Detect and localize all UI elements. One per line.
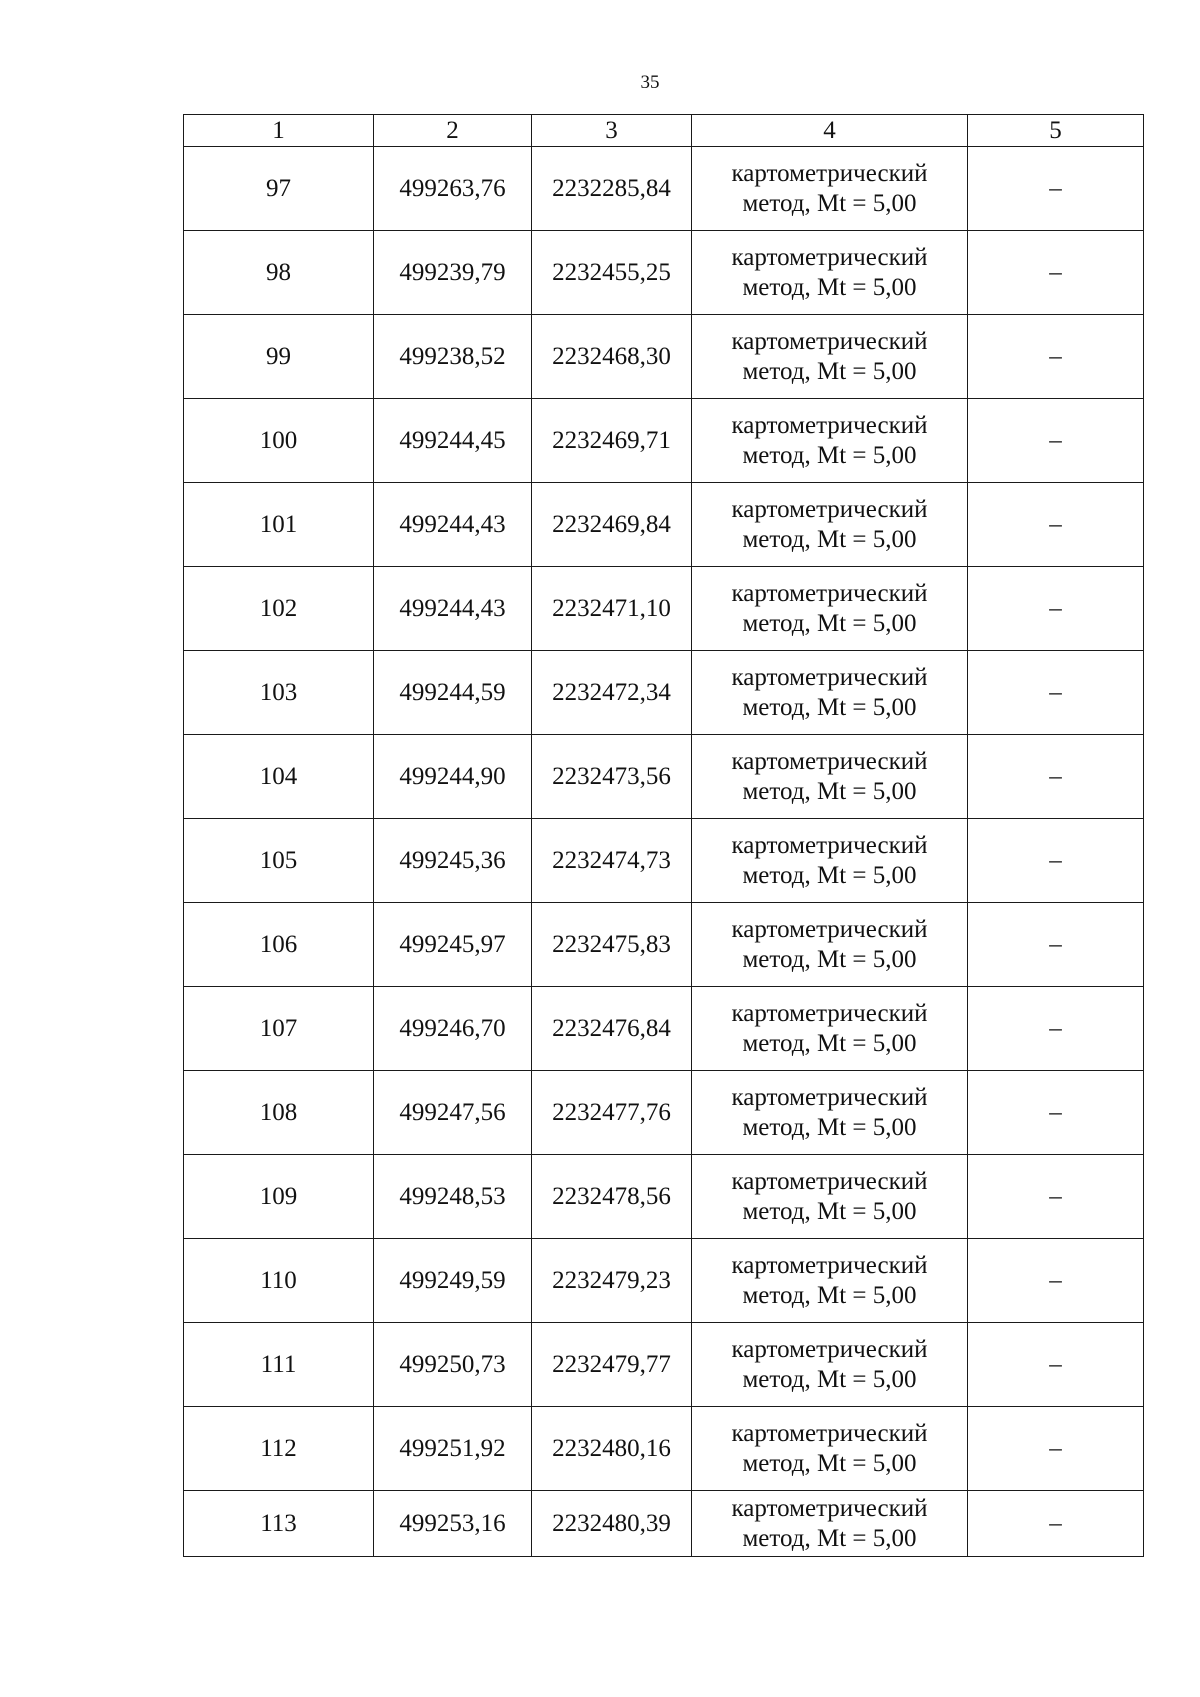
y-coordinate-cell: 2232480,16 — [532, 1407, 692, 1491]
point-number-cell: 97 — [184, 147, 374, 231]
y-coordinate-cell: 2232476,84 — [532, 987, 692, 1071]
x-coordinate-cell: 499245,97 — [374, 903, 532, 987]
note-cell: – — [968, 399, 1144, 483]
point-number-cell: 108 — [184, 1071, 374, 1155]
table-body — [184, 147, 1144, 1557]
note-cell: – — [968, 147, 1144, 231]
point-number-cell: 105 — [184, 819, 374, 903]
y-coordinate-cell: 2232471,10 — [532, 567, 692, 651]
point-number-cell: 99 — [184, 315, 374, 399]
point-number-cell: 100 — [184, 399, 374, 483]
y-coordinate-cell: 2232285,84 — [532, 147, 692, 231]
method-cell — [692, 1071, 968, 1155]
method-name: картометрический — [731, 1083, 928, 1111]
method-name: картометрический — [731, 831, 928, 859]
note-cell: – — [968, 567, 1144, 651]
x-coordinate-cell: 499247,56 — [374, 1071, 532, 1155]
table-row — [184, 231, 1144, 315]
method-accuracy: метод, Mt = 5,00 — [742, 525, 917, 553]
method-name: картометрический — [731, 999, 928, 1027]
column-header-1: 1 — [184, 115, 374, 147]
method-accuracy: метод, Mt = 5,00 — [742, 945, 917, 973]
x-coordinate-cell: 499245,36 — [374, 819, 532, 903]
table-row — [184, 819, 1144, 903]
x-coordinate-cell: 499244,45 — [374, 399, 532, 483]
method-cell — [692, 147, 968, 231]
method-cell — [692, 567, 968, 651]
x-coordinate-cell: 499253,16 — [374, 1491, 532, 1557]
method-cell — [692, 903, 968, 987]
method-name: картометрический — [731, 1335, 928, 1363]
note-cell: – — [968, 735, 1144, 819]
note-cell: – — [968, 903, 1144, 987]
method-cell — [692, 399, 968, 483]
point-number-cell: 107 — [184, 987, 374, 1071]
x-coordinate-cell: 499250,73 — [374, 1323, 532, 1407]
method-accuracy: метод, Mt = 5,00 — [742, 861, 917, 889]
method-accuracy: метод, Mt = 5,00 — [742, 1029, 917, 1057]
table-row — [184, 651, 1144, 735]
y-coordinate-cell: 2232472,34 — [532, 651, 692, 735]
method-name: картометрический — [731, 1251, 928, 1279]
x-coordinate-cell: 499249,59 — [374, 1239, 532, 1323]
note-cell: – — [968, 483, 1144, 567]
x-coordinate-cell: 499263,76 — [374, 147, 532, 231]
method-cell — [692, 987, 968, 1071]
note-cell: – — [968, 1239, 1144, 1323]
method-accuracy: метод, Mt = 5,00 — [742, 1197, 917, 1225]
method-accuracy: метод, Mt = 5,00 — [742, 1365, 917, 1393]
note-cell: – — [968, 315, 1144, 399]
method-name: картометрический — [731, 495, 928, 523]
y-coordinate-cell: 2232473,56 — [532, 735, 692, 819]
method-accuracy: метод, Mt = 5,00 — [742, 1524, 917, 1552]
column-header-4: 4 — [692, 115, 968, 147]
point-number-cell: 110 — [184, 1239, 374, 1323]
point-number-cell: 111 — [184, 1323, 374, 1407]
table-row — [184, 987, 1144, 1071]
y-coordinate-cell: 2232480,39 — [532, 1491, 692, 1557]
table-row — [184, 399, 1144, 483]
table-row — [184, 735, 1144, 819]
y-coordinate-cell: 2232478,56 — [532, 1155, 692, 1239]
y-coordinate-cell: 2232475,83 — [532, 903, 692, 987]
y-coordinate-cell: 2232477,76 — [532, 1071, 692, 1155]
y-coordinate-cell: 2232469,71 — [532, 399, 692, 483]
x-coordinate-cell: 499251,92 — [374, 1407, 532, 1491]
method-accuracy: метод, Mt = 5,00 — [742, 1449, 917, 1477]
note-cell: – — [968, 1407, 1144, 1491]
note-cell: – — [968, 651, 1144, 735]
table-row — [184, 1155, 1144, 1239]
method-cell — [692, 651, 968, 735]
point-number-cell: 102 — [184, 567, 374, 651]
method-cell — [692, 1407, 968, 1491]
method-accuracy: метод, Mt = 5,00 — [742, 1113, 917, 1141]
note-cell: – — [968, 1155, 1144, 1239]
x-coordinate-cell: 499244,43 — [374, 567, 532, 651]
method-cell — [692, 1239, 968, 1323]
x-coordinate-cell: 499244,59 — [374, 651, 532, 735]
table-row — [184, 1071, 1144, 1155]
note-cell: – — [968, 231, 1144, 315]
method-cell — [692, 315, 968, 399]
note-cell: – — [968, 987, 1144, 1071]
x-coordinate-cell: 499239,79 — [374, 231, 532, 315]
method-cell — [692, 1323, 968, 1407]
method-cell — [692, 735, 968, 819]
point-number-cell: 112 — [184, 1407, 374, 1491]
method-name: картометрический — [731, 159, 928, 187]
y-coordinate-cell: 2232479,77 — [532, 1323, 692, 1407]
point-number-cell: 103 — [184, 651, 374, 735]
method-name: картометрический — [731, 915, 928, 943]
method-cell — [692, 231, 968, 315]
method-name: картометрический — [731, 663, 928, 691]
y-coordinate-cell: 2232455,25 — [532, 231, 692, 315]
column-header-3: 3 — [532, 115, 692, 147]
point-number-cell: 106 — [184, 903, 374, 987]
method-accuracy: метод, Mt = 5,00 — [742, 189, 917, 217]
table-row — [184, 315, 1144, 399]
method-accuracy: метод, Mt = 5,00 — [742, 693, 917, 721]
table-row — [184, 567, 1144, 651]
point-number-cell: 109 — [184, 1155, 374, 1239]
method-accuracy: метод, Mt = 5,00 — [742, 1281, 917, 1309]
note-cell: – — [968, 1491, 1144, 1557]
y-coordinate-cell: 2232479,23 — [532, 1239, 692, 1323]
table-row — [184, 1323, 1144, 1407]
x-coordinate-cell: 499246,70 — [374, 987, 532, 1071]
method-cell — [692, 483, 968, 567]
y-coordinate-cell: 2232474,73 — [532, 819, 692, 903]
x-coordinate-cell: 499238,52 — [374, 315, 532, 399]
table-row — [184, 483, 1144, 567]
y-coordinate-cell: 2232468,30 — [532, 315, 692, 399]
method-accuracy: метод, Mt = 5,00 — [742, 441, 917, 469]
method-name: картометрический — [731, 579, 928, 607]
method-cell — [692, 1155, 968, 1239]
method-accuracy: метод, Mt = 5,00 — [742, 357, 917, 385]
column-header-5: 5 — [968, 115, 1144, 147]
table-header — [184, 115, 1144, 147]
table-row — [184, 147, 1144, 231]
point-number-cell: 98 — [184, 231, 374, 315]
method-accuracy: метод, Mt = 5,00 — [742, 609, 917, 637]
note-cell: – — [968, 1071, 1144, 1155]
note-cell: – — [968, 1323, 1144, 1407]
column-header-2: 2 — [374, 115, 532, 147]
x-coordinate-cell: 499248,53 — [374, 1155, 532, 1239]
coordinates-table — [183, 114, 1144, 1557]
method-name: картометрический — [731, 243, 928, 271]
table-row — [184, 1239, 1144, 1323]
table-row — [184, 1491, 1144, 1557]
table-row — [184, 903, 1144, 987]
method-accuracy: метод, Mt = 5,00 — [742, 777, 917, 805]
method-name: картометрический — [731, 327, 928, 355]
point-number-cell: 104 — [184, 735, 374, 819]
page-number: 35 — [640, 72, 660, 93]
header-row — [184, 115, 1144, 147]
method-name: картометрический — [731, 1419, 928, 1447]
point-number-cell: 113 — [184, 1491, 374, 1557]
method-name: картометрический — [731, 1167, 928, 1195]
method-cell — [692, 819, 968, 903]
x-coordinate-cell: 499244,43 — [374, 483, 532, 567]
x-coordinate-cell: 499244,90 — [374, 735, 532, 819]
method-name: картометрический — [731, 1494, 928, 1522]
y-coordinate-cell: 2232469,84 — [532, 483, 692, 567]
note-cell: – — [968, 819, 1144, 903]
point-number-cell: 101 — [184, 483, 374, 567]
method-name: картометрический — [731, 411, 928, 439]
method-name: картометрический — [731, 747, 928, 775]
method-accuracy: метод, Mt = 5,00 — [742, 273, 917, 301]
table-row — [184, 1407, 1144, 1491]
method-cell — [692, 1491, 968, 1557]
